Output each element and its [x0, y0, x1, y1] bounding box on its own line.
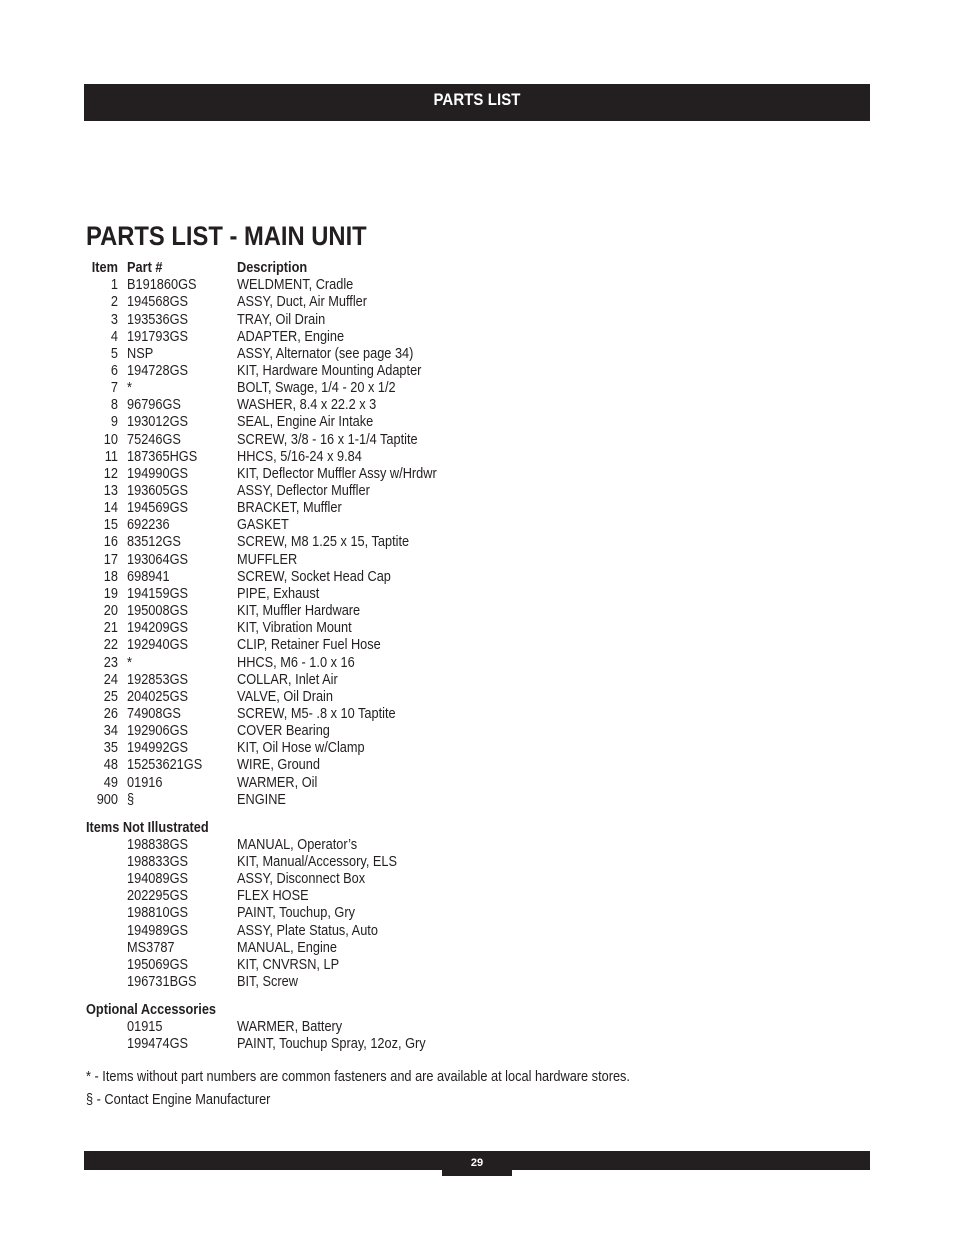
- part-number: 193536GS: [127, 312, 189, 328]
- item-number: 18: [103, 569, 118, 585]
- item-number: 34: [103, 723, 118, 739]
- item-number: 6: [110, 363, 118, 379]
- page-title: PARTS LIST - MAIN UNIT: [86, 221, 367, 251]
- item-number: 12: [103, 466, 118, 482]
- part-description: BIT, Screw: [237, 974, 298, 990]
- item-number: 24: [103, 672, 118, 688]
- item-number: 49: [103, 775, 118, 791]
- part-description: HHCS, M6 - 1.0 x 16: [237, 655, 355, 671]
- part-description: MANUAL, Operator’s: [237, 837, 358, 853]
- part-description: ASSY, Alternator (see page 34): [237, 346, 414, 362]
- item-number: 16: [103, 534, 118, 550]
- part-number: NSP: [127, 346, 154, 362]
- column-header-item: Item: [91, 260, 118, 276]
- part-number: 75246GS: [127, 432, 181, 448]
- item-number: 17: [103, 552, 118, 568]
- item-number: 11: [104, 449, 118, 465]
- part-number: B191860GS: [127, 277, 197, 293]
- part-number: 195069GS: [127, 957, 189, 973]
- part-description: KIT, Hardware Mounting Adapter: [237, 363, 422, 379]
- part-description: KIT, CNVRSN, LP: [237, 957, 340, 973]
- part-description: WASHER, 8.4 x 22.2 x 3: [237, 397, 377, 413]
- part-number: §: [127, 792, 135, 808]
- part-description: KIT, Manual/Accessory, ELS: [237, 854, 398, 870]
- part-description: BRACKET, Muffler: [237, 500, 342, 516]
- part-description: COVER Bearing: [237, 723, 330, 739]
- part-description: SCREW, 3/8 - 16 x 1-1/4 Taptite: [237, 432, 418, 448]
- part-number: 198838GS: [127, 837, 189, 853]
- part-description: MANUAL, Engine: [237, 940, 338, 956]
- part-description: KIT, Deflector Muffler Assy w/Hrdwr: [237, 466, 437, 482]
- part-number: 192940GS: [127, 637, 189, 653]
- part-description: COLLAR, Inlet Air: [237, 672, 338, 688]
- item-number: 1: [110, 277, 118, 293]
- part-description: BOLT, Swage, 1/4 - 20 x 1/2: [237, 380, 396, 396]
- item-number: 9: [110, 414, 118, 430]
- item-number: 900: [96, 792, 118, 808]
- part-number: 196731BGS: [127, 974, 197, 990]
- part-number: MS3787: [127, 940, 175, 956]
- part-description: WELDMENT, Cradle: [237, 277, 354, 293]
- item-number: 19: [103, 586, 118, 602]
- part-number: 194728GS: [127, 363, 189, 379]
- part-description: ADAPTER, Engine: [237, 329, 345, 345]
- part-description: FLEX HOSE: [237, 888, 309, 904]
- part-number: 194089GS: [127, 871, 189, 887]
- part-description: TRAY, Oil Drain: [237, 312, 326, 328]
- part-description: SCREW, M8 1.25 x 15, Taptite: [237, 534, 410, 550]
- part-number: 202295GS: [127, 888, 189, 904]
- part-number: 195008GS: [127, 603, 189, 619]
- part-number: *: [127, 380, 132, 396]
- item-number: 3: [110, 312, 118, 328]
- footnote-engine-manufacturer: § - Contact Engine Manufacturer: [86, 1092, 271, 1108]
- part-number: 187365HGS: [127, 449, 198, 465]
- item-number: 21: [103, 620, 118, 636]
- part-number: 698941: [127, 569, 170, 585]
- item-number: 22: [103, 637, 118, 653]
- part-number: 193012GS: [127, 414, 189, 430]
- part-description: CLIP, Retainer Fuel Hose: [237, 637, 381, 653]
- part-number: 193064GS: [127, 552, 189, 568]
- part-number: 191793GS: [127, 329, 189, 345]
- part-description: ENGINE: [237, 792, 286, 808]
- item-number: 14: [103, 500, 118, 516]
- part-number: 692236: [127, 517, 170, 533]
- part-description: WARMER, Battery: [237, 1019, 343, 1035]
- part-number: 194990GS: [127, 466, 189, 482]
- part-description: MUFFLER: [237, 552, 298, 568]
- part-number: 01915: [127, 1019, 163, 1035]
- part-description: SEAL, Engine Air Intake: [237, 414, 374, 430]
- item-number: 8: [110, 397, 118, 413]
- part-description: KIT, Muffler Hardware: [237, 603, 361, 619]
- part-number: 194992GS: [127, 740, 189, 756]
- item-number: 23: [103, 655, 118, 671]
- item-number: 15: [103, 517, 118, 533]
- part-description: SCREW, Socket Head Cap: [237, 569, 391, 585]
- part-number: 74908GS: [127, 706, 181, 722]
- part-description: KIT, Oil Hose w/Clamp: [237, 740, 365, 756]
- part-number: 194209GS: [127, 620, 189, 636]
- part-number: 198810GS: [127, 905, 189, 921]
- part-number: *: [127, 655, 132, 671]
- column-header-part: Part #: [127, 260, 163, 276]
- part-number: 192906GS: [127, 723, 189, 739]
- part-description: PAINT, Touchup, Gry: [237, 905, 355, 921]
- page-number: 29: [470, 1157, 484, 1169]
- item-number: 48: [103, 757, 118, 773]
- footnote-common-fasteners: * - Items without part numbers are common fasteners and are available at local hardware stores.: [86, 1069, 630, 1085]
- part-description: GASKET: [237, 517, 289, 533]
- section-header-title: PARTS LIST: [433, 90, 521, 109]
- item-number: 10: [103, 432, 118, 448]
- optional-accessories-heading: Optional Accessories: [86, 1002, 217, 1018]
- part-number: 199474GS: [127, 1036, 189, 1052]
- part-description: ASSY, Plate Status, Auto: [237, 923, 378, 939]
- items-not-illustrated-heading: Items Not Illustrated: [86, 820, 209, 836]
- part-description: VALVE, Oil Drain: [237, 689, 333, 705]
- item-number: 13: [103, 483, 118, 499]
- part-description: ASSY, Deflector Muffler: [237, 483, 370, 499]
- column-header-description: Description: [237, 260, 308, 276]
- part-number: 194568GS: [127, 294, 189, 310]
- part-number: 198833GS: [127, 854, 189, 870]
- part-description: ASSY, Disconnect Box: [237, 871, 366, 887]
- part-description: WIRE, Ground: [237, 757, 320, 773]
- item-number: 25: [103, 689, 118, 705]
- item-number: 4: [110, 329, 118, 345]
- part-number: 15253621GS: [127, 757, 203, 773]
- part-number: 194159GS: [127, 586, 189, 602]
- header-bar: [84, 84, 870, 121]
- part-description: KIT, Vibration Mount: [237, 620, 352, 636]
- part-number: 01916: [127, 775, 163, 791]
- part-number: 194989GS: [127, 923, 189, 939]
- page-number-tab: [442, 1151, 512, 1176]
- item-number: 7: [110, 380, 118, 396]
- part-number: 83512GS: [127, 534, 181, 550]
- item-number: 20: [103, 603, 118, 619]
- part-description: HHCS, 5/16-24 x 9.84: [237, 449, 362, 465]
- part-description: ASSY, Duct, Air Muffler: [237, 294, 368, 310]
- item-number: 2: [110, 294, 118, 310]
- item-number: 26: [103, 706, 118, 722]
- item-number: 35: [103, 740, 118, 756]
- part-description: SCREW, M5- .8 x 10 Taptite: [237, 706, 396, 722]
- part-description: PIPE, Exhaust: [237, 586, 320, 602]
- part-number: 96796GS: [127, 397, 181, 413]
- part-number: 194569GS: [127, 500, 189, 516]
- item-number: 5: [110, 346, 118, 362]
- part-description: PAINT, Touchup Spray, 12oz, Gry: [237, 1036, 426, 1052]
- part-description: WARMER, Oil: [237, 775, 318, 791]
- part-number: 192853GS: [127, 672, 189, 688]
- part-number: 204025GS: [127, 689, 189, 705]
- part-number: 193605GS: [127, 483, 189, 499]
